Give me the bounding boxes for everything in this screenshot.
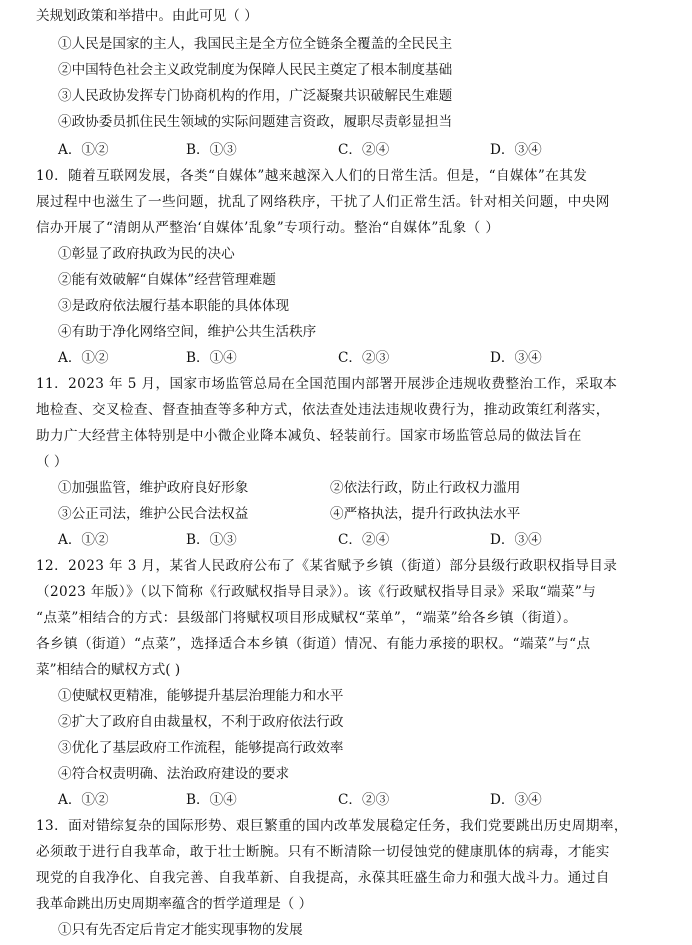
- q12-stem-line-2: （2023 年版）》（以下简称《行政赋权指导目录》）。该《行政赋权指导目录》采取“端菜”与: [36, 584, 597, 600]
- q10-statement-4: ④有助于净化网络空间，维护公共生活秩序: [58, 324, 317, 340]
- q13-stem-line-4: 我革命跳出历史周期率蕴含的哲学道理是（ ）: [36, 896, 313, 912]
- q10-option-d[interactable]: D．③④: [490, 350, 542, 366]
- q11-option-d[interactable]: D．③④: [490, 532, 542, 548]
- q12-stem-line-5: 菜”相结合的赋权方式( ): [36, 662, 181, 678]
- q11-statement-2: ②依法行政，防止行政权力滥用: [330, 480, 521, 496]
- q11-statement-4: ④严格执法，提升行政执法水平: [330, 506, 521, 522]
- q11-stem-line-4: （ ）: [36, 454, 68, 470]
- q12-stem-line-3: “点菜”相结合的方式：县级部门将赋权项目形成赋权“菜单”，“端菜”给各乡镇（街道）。: [36, 610, 578, 626]
- q12-statement-1: ①使赋权更精准，能够提升基层治理能力和水平: [58, 688, 344, 704]
- q12-option-b[interactable]: B．①④: [186, 792, 237, 808]
- q12-option-a[interactable]: A．①②: [58, 792, 109, 808]
- statement-2: ②中国特色社会主义政党制度为保障人民民主奠定了根本制度基础: [58, 62, 453, 78]
- q10-statement-1: ①彰显了政府执政为民的决心: [58, 246, 235, 262]
- q10-option-b[interactable]: B．①④: [186, 350, 237, 366]
- q11-option-c[interactable]: C．②④: [338, 532, 390, 548]
- q13-stem-line-3: 现党的自我净化、自我完善、自我革新、自我提高，永葆其旺盛生命力和强大战斗力。通过自: [36, 870, 610, 886]
- q12-statement-3: ③优化了基层政府工作流程，能够提高行政效率: [58, 740, 344, 756]
- option-d[interactable]: D．③④: [490, 142, 542, 158]
- q10-statement-3: ③是政府依法履行基本职能的具体体现: [58, 298, 290, 314]
- q12-statement-4: ④符合权责明确、法治政府建设的要求: [58, 766, 290, 782]
- q11-stem-line-1: 11．2023 年 5 月，国家市场监管总局在全国范围内部署开展涉企违规收费整治工作，采取本: [36, 376, 618, 392]
- q11-stem-line-2: 地检查、交叉检查、督查抽查等多种方式，依法查处违法违规收费行为，推动政策红利落实，: [36, 402, 610, 418]
- statement-3: ③人民政协发挥专门协商机构的作用，广泛凝聚共识破解民生难题: [58, 88, 453, 104]
- question-stem-line: 关规划政策和举措中。由此可见（ ）: [36, 8, 258, 24]
- q12-stem-line-4: 各乡镇（街道）“点菜”，选择适合本乡镇（街道）情况、有能力承接的职权。“端菜”与“点: [36, 636, 591, 652]
- q10-option-a[interactable]: A．①②: [58, 350, 109, 366]
- option-b[interactable]: B．①③: [186, 142, 237, 158]
- option-a[interactable]: A．①②: [58, 142, 109, 158]
- q10-option-c[interactable]: C．②③: [338, 350, 390, 366]
- statement-1: ①人民是国家的主人，我国民主是全方位全链条全覆盖的全民民主: [58, 36, 453, 52]
- q13-stem-line-2: 必须敢于进行自我革命，敢于壮士断腕。只有不断清除一切侵蚀党的健康肌体的病毒，才能实: [36, 844, 610, 860]
- statement-4: ④政协委员抓住民生领域的实际问题建言资政，履职尽责彰显担当: [58, 114, 453, 130]
- q13-statement-1: ①只有先否定后肯定才能实现事物的发展: [58, 922, 303, 938]
- q11-option-b[interactable]: B．①③: [186, 532, 237, 548]
- q11-statement-3: ③公正司法，维护公民合法权益: [58, 506, 249, 522]
- q10-stem-line-1: 10．随着互联网发展，各类“自媒体”越来越深入人们的日常生活。但是，“自媒体”在其发: [36, 168, 588, 184]
- q11-option-a[interactable]: A．①②: [58, 532, 109, 548]
- q11-statement-1: ①加强监管，维护政府良好形象: [58, 480, 249, 496]
- q12-option-d[interactable]: D．③④: [490, 792, 542, 808]
- q12-statement-2: ②扩大了政府自由裁量权，不利于政府依法行政: [58, 714, 344, 730]
- option-c[interactable]: C．②④: [338, 142, 390, 158]
- q13-stem-line-1: 13．面对错综复杂的国际形势、艰巨繁重的国内改革发展稳定任务，我们党要跳出历史周期率，: [36, 818, 628, 834]
- q10-statement-2: ②能有效破解“自媒体”经营管理难题: [58, 272, 276, 288]
- q10-stem-line-2: 展过程中也滋生了一些问题，扰乱了网络秩序，干扰了人们正常生活。针对相关问题，中央网: [36, 194, 610, 210]
- q12-option-c[interactable]: C．②③: [338, 792, 390, 808]
- q12-stem-line-1: 12．2023 年 3 月，某省人民政府公布了《某省赋予乡镇（街道）部分县级行政职权指导目录: [36, 558, 618, 574]
- q10-stem-line-3: 信办开展了“清朗从严整治‘自媒体’乱象”专项行动。整治“自媒体”乱象（ ）: [36, 220, 500, 236]
- q11-stem-line-3: 助力广大经营主体特别是中小微企业降本减负、轻装前行。国家市场监管总局的做法旨在: [36, 428, 582, 444]
